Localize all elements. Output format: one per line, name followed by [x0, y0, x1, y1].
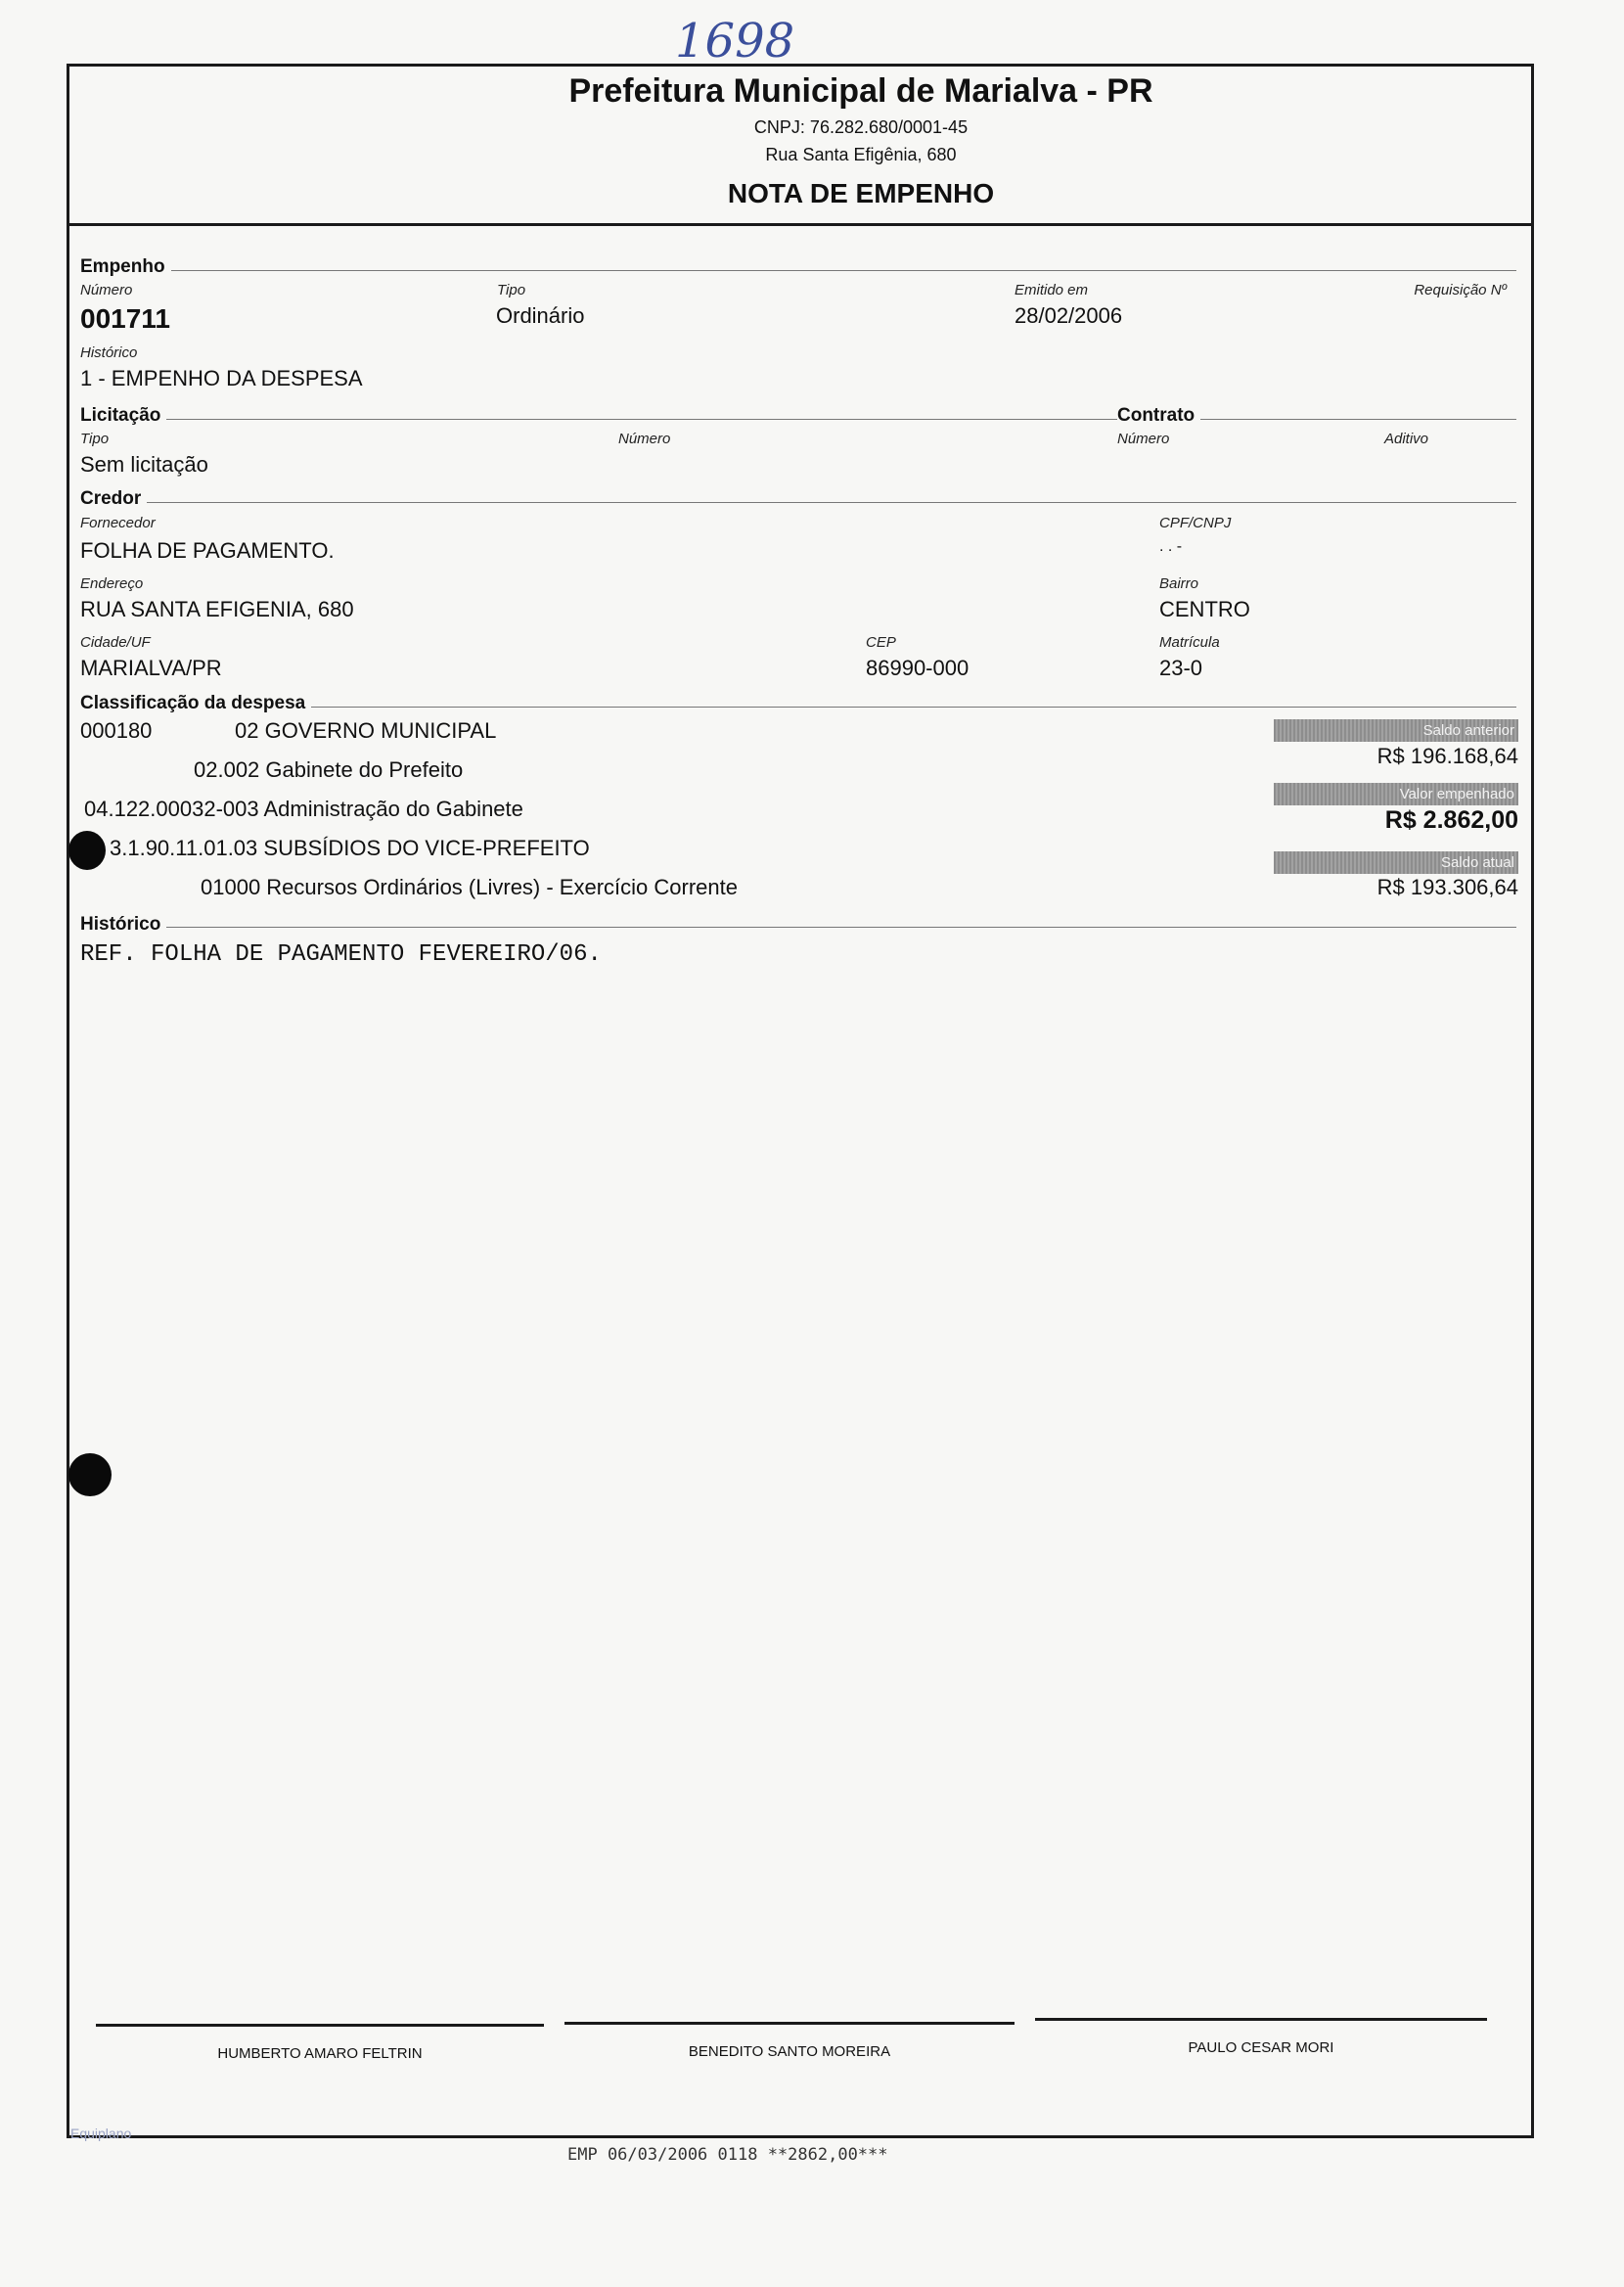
label-tipo: Tipo	[497, 282, 526, 298]
label-bairro: Bairro	[1159, 575, 1199, 592]
empenho-emitido: 28/02/2006	[1015, 303, 1123, 328]
org-cnpj: CNPJ: 76.282.680/0001-45	[753, 117, 969, 137]
signature-name: BENEDITO SANTO MOREIRA	[688, 2043, 891, 2060]
signature-line	[96, 2024, 544, 2027]
valor-empenhado-value: R$ 2.862,00	[1384, 806, 1518, 834]
empenho-historico: 1 - EMPENHO DA DESPESA	[80, 366, 363, 390]
label-cep: CEP	[866, 634, 896, 651]
signature-line	[1035, 2018, 1487, 2021]
label-historico-empenho: Histórico	[80, 344, 138, 361]
section-empenho: Empenho	[80, 256, 171, 278]
section-rule	[80, 419, 1516, 420]
org-address: Rua Santa Efigênia, 680	[765, 145, 957, 164]
label-contrato-aditivo: Aditivo	[1384, 431, 1429, 447]
historico-text: REF. FOLHA DE PAGAMENTO FEVEREIRO/06.	[80, 941, 602, 968]
label-matricula: Matrícula	[1159, 634, 1220, 651]
section-contrato: Contrato	[1117, 405, 1200, 427]
label-contrato-numero: Número	[1117, 431, 1170, 447]
credor-cidade: MARIALVA/PR	[80, 656, 222, 680]
section-historico: Histórico	[80, 914, 166, 936]
signature-name: PAULO CESAR MORI	[1188, 2039, 1334, 2056]
saldo-atual-value: R$ 193.306,64	[1376, 875, 1518, 899]
credor-cpf: . . -	[1159, 538, 1183, 555]
section-classificacao: Classificação da despesa	[80, 693, 311, 714]
section-rule	[80, 927, 1516, 928]
label-licitacao-tipo: Tipo	[80, 431, 110, 447]
label-cidade: Cidade/UF	[80, 634, 151, 651]
section-rule	[80, 502, 1516, 503]
saldo-anterior-label: Saldo anterior	[1274, 719, 1518, 742]
classificacao-unidade: 02.002 Gabinete do Prefeito	[194, 757, 464, 782]
saldo-anterior-value: R$ 196.168,64	[1376, 744, 1518, 768]
label-endereco: Endereço	[80, 575, 144, 592]
signature-line	[564, 2022, 1015, 2025]
credor-endereco: RUA SANTA EFIGENIA, 680	[80, 597, 354, 621]
section-licitacao: Licitação	[80, 405, 166, 427]
classificacao-funcional: 04.122.00032-003 Administração do Gabinete	[84, 797, 523, 821]
classificacao-fonte: 01000 Recursos Ordinários (Livres) - Exercício Corrente	[201, 875, 738, 899]
label-licitacao-numero: Número	[618, 431, 671, 447]
org-title: Prefeitura Municipal de Marialva - PR	[568, 72, 1153, 110]
section-rule	[80, 270, 1516, 271]
label-emitido: Emitido em	[1015, 282, 1089, 298]
punch-hole	[68, 831, 106, 870]
classificacao-codigo: 000180	[80, 718, 153, 743]
credor-bairro: CENTRO	[1159, 597, 1250, 621]
empenho-numero: 001711	[80, 303, 170, 334]
credor-fornecedor: FOLHA DE PAGAMENTO.	[80, 538, 335, 563]
section-credor: Credor	[80, 488, 147, 510]
label-numero: Número	[80, 282, 133, 298]
handwritten-page-number: 1698	[675, 14, 795, 69]
label-requisicao: Requisição Nº	[1414, 282, 1507, 298]
credor-matricula: 23-0	[1159, 656, 1203, 680]
empenho-tipo: Ordinário	[496, 303, 585, 328]
classificacao-elemento: 3.1.90.11.01.03 SUBSÍDIOS DO VICE-PREFEITO	[110, 836, 590, 860]
header-separator	[67, 223, 1534, 226]
signature-name: HUMBERTO AMARO FELTRIN	[217, 2045, 423, 2062]
credor-cep: 86990-000	[866, 656, 970, 680]
protocol-stamp: EMP 06/03/2006 0118 **2862,00***	[567, 2145, 888, 2165]
valor-empenhado-label: Valor empenhado	[1274, 783, 1518, 805]
punch-hole	[68, 1453, 112, 1496]
classificacao-orgao: 02 GOVERNO MUNICIPAL	[235, 718, 497, 743]
document-title: NOTA DE EMPENHO	[727, 178, 995, 208]
saldo-atual-label: Saldo atual	[1274, 851, 1518, 874]
label-fornecedor: Fornecedor	[80, 515, 156, 531]
software-watermark: Equiplano	[70, 2126, 132, 2141]
label-cpf: CPF/CNPJ	[1159, 515, 1232, 531]
licitacao-tipo: Sem licitação	[80, 452, 208, 477]
